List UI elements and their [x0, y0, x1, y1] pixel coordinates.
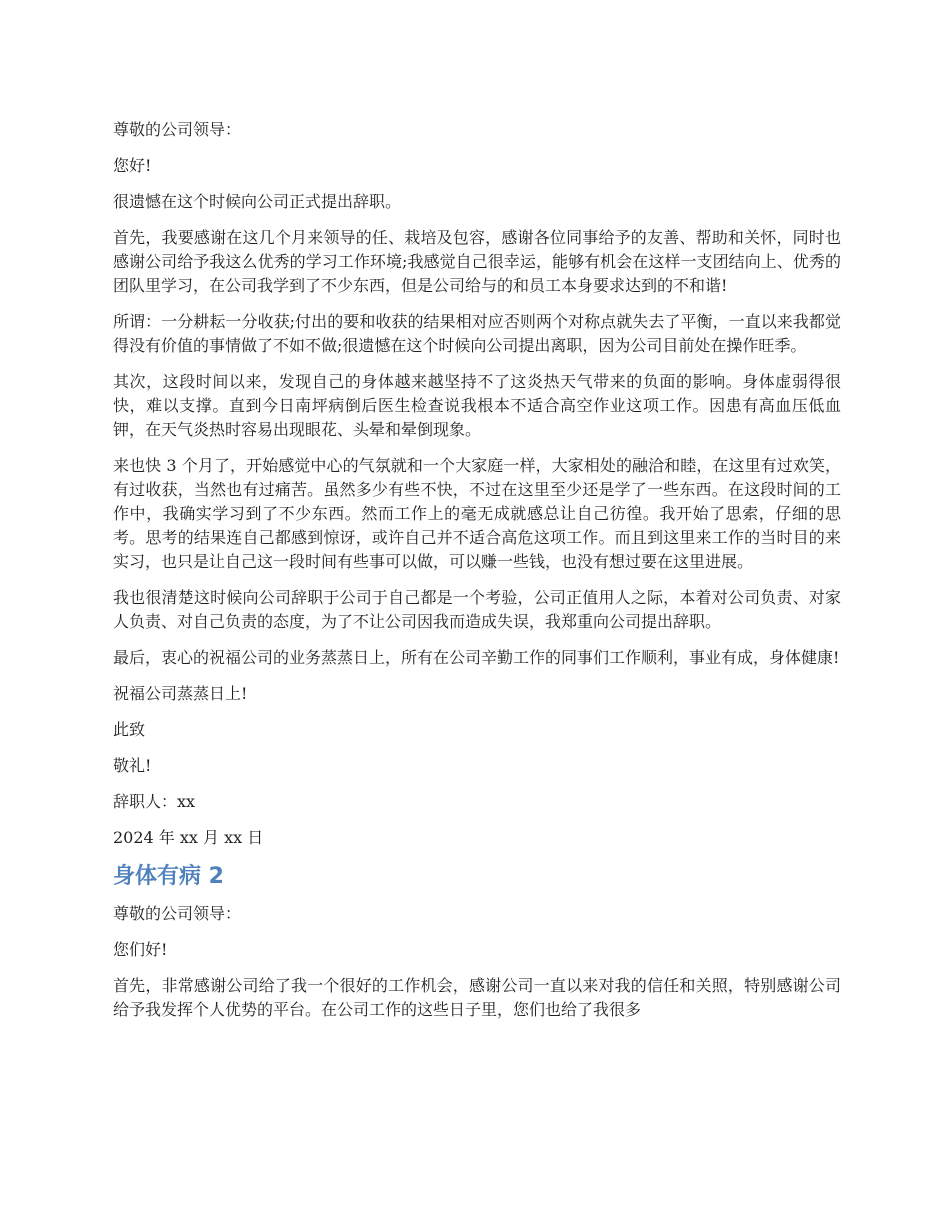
- body-paragraph: 来也快 3 个月了，开始感觉中心的气氛就和一个大家庭一样，大家相处的融洽和睦，在这里有过欢笑，有过收获，当然也有过痛苦。虽然多少有些不快，不过在这里至少还是学了一些东西。在这段时间的工作中，我确实学习到了不少东西。然而工作上的毫无成就感总让自己彷徨。我开始了思索，仔细的思考。思考的结果连自己都感到惊讶，或许自己并不适合高危这项工作。而且到这里来工作的当时目的来实习，也只是让自己这一段时间有些事可以做，可以赚一些钱，也没有想过要在这里进展。: [113, 456, 841, 571]
- body-paragraph: 其次，这段时间以来，发现自己的身体越来越坚持不了这炎热天气带来的负面的影响。身体虚弱得很快，难以支撑。直到今日南坪病倒后医生检查说我根本不适合高空作业这项工作。因患有高血压低血钾，在天气炎热时容易出现眼花、头晕和晕倒现象。: [113, 372, 841, 439]
- closing-wish: 祝福公司蒸蒸日上!: [113, 684, 248, 703]
- greeting: 您好!: [113, 156, 152, 175]
- salutation: 尊敬的公司领导：: [113, 904, 242, 923]
- closing-salute: 敬礼!: [113, 756, 152, 775]
- body-paragraph: 首先，我要感谢在这几个月来领导的任、栽培及包容，感谢各位同事给予的友善、帮助和关怀，同时也感谢公司给予我这么优秀的学习工作环境;我感觉自己很幸运，能够有机会在这样一支团结向上、优秀的团队里学习，在公司我学到了不少东西，但是公司给与的和员工本身要求达到的不和谐!: [113, 228, 841, 295]
- section-heading: 身体有病 2: [113, 864, 224, 889]
- body-paragraph: 所谓：一分耕耘一分收获;付出的要和收获的结果相对应否则两个对称点就失去了平衡，一直以来我都觉得没有价值的事情做了不如不做;很遗憾在这个时候向公司提出离职，因为公司目前处在操作旺季。: [113, 312, 841, 355]
- body-paragraph: 我也很清楚这时候向公司辞职于公司于自己都是一个考验，公司正值用人之际，本着对公司负责、对家人负责、对自己负责的态度，为了不让公司因我而造成失误，我郑重向公司提出辞职。: [113, 588, 841, 631]
- greeting: 您们好!: [113, 940, 168, 959]
- salutation: 尊敬的公司领导：: [113, 120, 242, 139]
- closing-phrase: 此致: [113, 720, 146, 739]
- body-paragraph: 首先，非常感谢公司给了我一个很好的工作机会，感谢公司一直以来对我的信任和关照，特别感谢公司给予我发挥个人优势的平台。在公司工作的这些日子里，您们也给了我很多: [113, 976, 841, 1019]
- signature: 辞职人：xx: [113, 792, 196, 811]
- date: 2024 年 xx 月 xx 日: [113, 828, 264, 847]
- body-paragraph: 很遗憾在这个时候向公司正式提出辞职。: [113, 192, 402, 211]
- document-page: [113, 118, 841, 1034]
- body-paragraph: 最后，衷心的祝福公司的业务蒸蒸日上，所有在公司辛勤工作的同事们工作顺利，事业有成，身体健康!: [113, 648, 840, 667]
